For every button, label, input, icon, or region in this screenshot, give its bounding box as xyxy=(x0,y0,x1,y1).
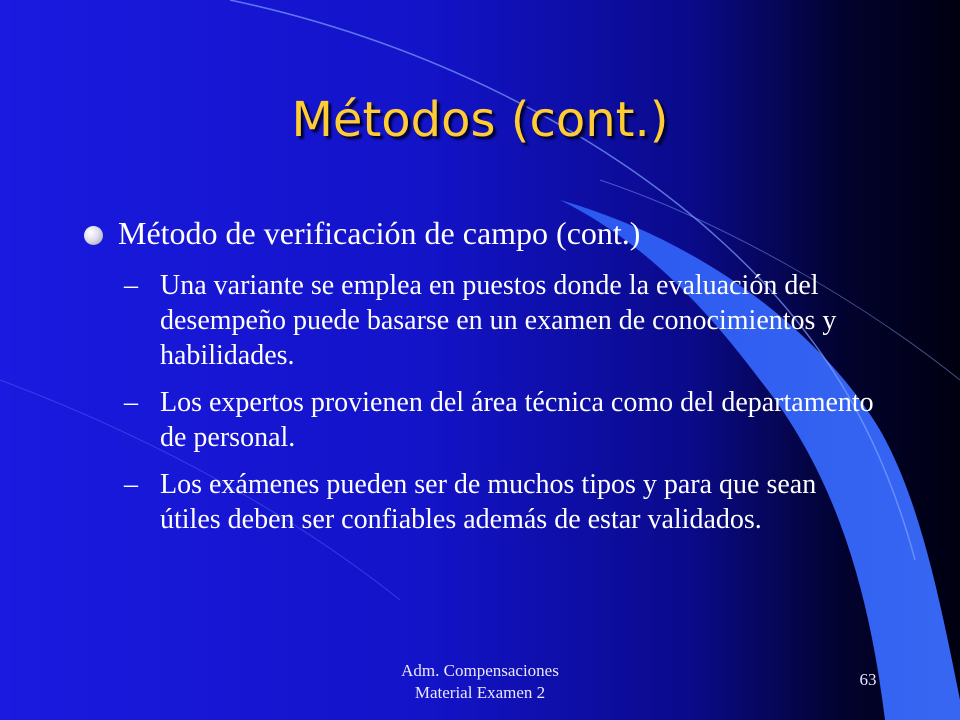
sub-list xyxy=(84,268,884,537)
bullet-item xyxy=(84,212,884,254)
sub-item-text: Los exámenes pueden ser de muchos tipos y para que sean útiles deben ser confiables además de estar validados. xyxy=(160,469,817,535)
slide-title: Métodos (cont.) xyxy=(291,92,669,148)
sub-item xyxy=(84,268,880,373)
bullet-text: Método de verificación de campo (cont.) xyxy=(118,215,641,251)
footer-line-2: Material Examen 2 xyxy=(414,683,546,702)
dash-marker: – xyxy=(124,387,138,418)
sub-item-text: Los expertos provienen del área técnica como del departamento de personal. xyxy=(160,387,874,453)
sub-item-text: Una variante se emplea en puestos donde la evaluación del desempeño puede basarse en un examen de conocimientos y habilidades. xyxy=(160,270,837,371)
dash-marker: – xyxy=(124,270,138,301)
sub-item xyxy=(84,467,880,537)
sub-item xyxy=(84,385,880,455)
slide-content xyxy=(84,212,884,549)
bullet-dot-icon xyxy=(84,226,103,245)
dash-marker: – xyxy=(124,469,138,500)
footer xyxy=(330,660,630,704)
page-number: 63 xyxy=(859,670,877,689)
footer-line-1: Adm. Compensaciones xyxy=(401,661,559,680)
